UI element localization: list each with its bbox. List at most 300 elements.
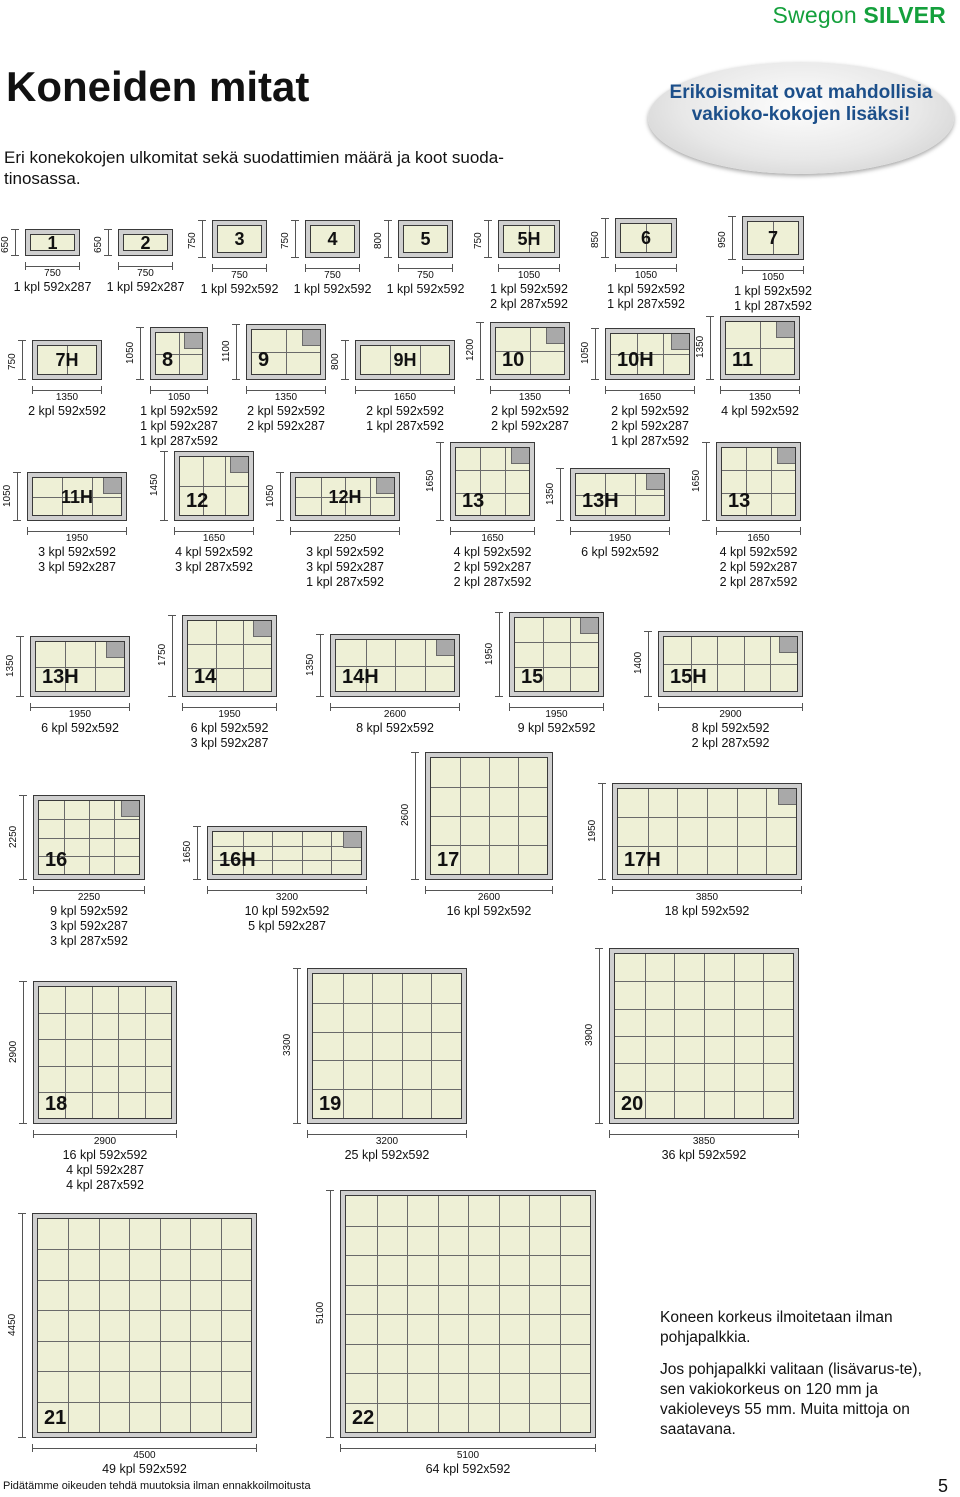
- filter-description: [656, 721, 806, 751]
- filter-line: 3 kpl 592x287: [38, 560, 116, 574]
- width-dimension: [32, 390, 102, 404]
- width-dimension: [30, 707, 130, 721]
- unit-frame: [150, 327, 208, 380]
- height-dimension-label: 4450: [7, 1313, 18, 1336]
- filter-corner-block: [184, 333, 202, 349]
- unit-frame: [509, 612, 604, 697]
- filter-line: 1 kpl 592x592: [293, 282, 372, 296]
- filter-line: 3 kpl 592x287: [306, 560, 384, 574]
- filter-corner-block: [103, 478, 121, 494]
- unit-frame: [25, 229, 80, 256]
- filter-line: 9 kpl 592x592: [517, 721, 596, 735]
- unit-frame: [207, 826, 367, 880]
- filter-divider: [664, 664, 797, 665]
- filter-divider: [331, 832, 332, 874]
- unit-frame: [450, 442, 535, 521]
- filter-divider: [343, 974, 344, 1118]
- filter-description: [70, 1462, 220, 1477]
- width-dimension-label: 750: [44, 268, 61, 279]
- width-dimension-label: 1650: [393, 392, 417, 403]
- filter-grid: [614, 953, 794, 1119]
- filter-divider: [346, 1314, 590, 1315]
- width-dimension: [612, 890, 802, 904]
- filter-line: 2 kpl 592x592: [28, 404, 106, 418]
- unit-frame: [609, 948, 799, 1124]
- filter-divider: [39, 1039, 171, 1040]
- unit-size-label: 12: [186, 490, 209, 512]
- filter-divider: [92, 987, 93, 1118]
- filter-line: 4 kpl 592x287: [66, 1163, 144, 1177]
- filter-grid: [37, 345, 97, 375]
- filter-line: 1 kpl 592x287: [13, 280, 92, 294]
- filter-divider: [213, 846, 361, 847]
- unit-size-label: 5: [420, 229, 431, 249]
- width-dimension-label: 1350: [55, 392, 79, 403]
- filter-grid: [32, 477, 122, 516]
- filter-divider: [390, 346, 391, 374]
- filter-divider: [272, 832, 273, 874]
- width-dimension-label: 2900: [93, 1136, 117, 1147]
- width-dimension-label: 3850: [692, 1136, 716, 1147]
- filter-line: 1 kpl 592x592: [607, 282, 685, 296]
- unit-frame: [246, 324, 326, 380]
- height-dimension-label: 650: [93, 235, 104, 253]
- unit-frame: [605, 328, 695, 380]
- unit-size-label: 4: [327, 229, 338, 249]
- filter-description: [482, 721, 632, 736]
- filter-line: 2 kpl 592x287: [247, 419, 325, 433]
- width-dimension-label: 750: [417, 270, 434, 281]
- filter-grid: [179, 456, 249, 516]
- filter-divider: [771, 448, 772, 515]
- unit-size-label: 12H: [328, 486, 362, 507]
- filter-line: 4 kpl 592x592: [719, 545, 798, 559]
- filter-description: [545, 545, 695, 560]
- height-dimension-line: [140, 327, 141, 380]
- filter-line: 9 kpl 592x592: [50, 904, 128, 918]
- filter-corner-block: [376, 478, 394, 494]
- width-dimension: [605, 390, 695, 404]
- unit-size-label: 21: [44, 1407, 67, 1429]
- filter-corner-block: [777, 448, 795, 464]
- unit-size-label: 8: [162, 349, 174, 371]
- width-dimension: [570, 531, 670, 545]
- filter-line: 2 kpl 592x287: [719, 560, 798, 574]
- filter-divider: [313, 1089, 461, 1090]
- filter-line: 10 kpl 592x592: [244, 904, 330, 918]
- height-dimension-line: [648, 631, 649, 697]
- filter-description: [320, 721, 470, 736]
- width-dimension-label: 3850: [695, 892, 719, 903]
- width-dimension-label: 2600: [477, 892, 501, 903]
- width-dimension: [398, 268, 453, 282]
- height-dimension-label: 3900: [584, 1023, 595, 1046]
- unit-frame: [355, 340, 455, 380]
- filter-divider: [38, 1310, 251, 1311]
- height-dimension-line: [295, 220, 296, 258]
- width-dimension: [509, 707, 604, 721]
- height-dimension-line: [560, 468, 561, 521]
- filter-line: 4 kpl 592x592: [721, 404, 799, 418]
- width-dimension: [25, 266, 80, 280]
- unit-frame: [720, 316, 800, 380]
- width-dimension: [340, 1448, 596, 1462]
- filter-line: 4 kpl 592x592: [453, 545, 532, 559]
- filter-divider: [129, 1219, 130, 1432]
- height-dimension-label: 1750: [157, 643, 168, 666]
- height-dimension-line: [172, 615, 173, 697]
- filter-grid: [610, 333, 690, 375]
- width-dimension-label: 1950: [545, 709, 568, 720]
- height-dimension-label: 1350: [5, 654, 16, 677]
- filter-corner-block: [776, 322, 794, 338]
- width-dimension: [33, 1134, 177, 1148]
- height-dimension-line: [164, 451, 165, 521]
- filter-divider: [766, 789, 767, 874]
- width-dimension: [450, 531, 535, 545]
- filter-divider: [346, 1373, 590, 1374]
- filter-grid: [310, 225, 355, 253]
- width-dimension-label: 1950: [218, 709, 241, 720]
- filter-line: 3 kpl 287x592: [50, 934, 128, 948]
- filter-divider: [722, 470, 795, 471]
- width-dimension-label: 1350: [518, 392, 542, 403]
- width-dimension-label: 1050: [517, 270, 541, 281]
- filter-divider: [346, 1226, 590, 1227]
- width-dimension-label: 4500: [133, 1450, 156, 1461]
- filter-line: 16 kpl 592x592: [446, 904, 532, 918]
- filter-line: 2 kpl 592x592: [611, 404, 689, 418]
- filter-grid: [38, 986, 172, 1119]
- filter-corner-block: [671, 334, 689, 350]
- filter-line: 1 kpl 287x592: [140, 434, 218, 448]
- unit-size-label: 15: [521, 666, 544, 688]
- filter-line: 4 kpl 592x592: [175, 545, 253, 559]
- unit-frame: [490, 322, 570, 380]
- height-dimension-line: [499, 612, 500, 697]
- filter-divider: [570, 618, 571, 691]
- filter-divider: [707, 789, 708, 874]
- height-dimension-label: 1650: [691, 469, 702, 492]
- unit-frame: [658, 631, 803, 697]
- filter-divider: [38, 1371, 251, 1372]
- height-dimension-label: 1200: [465, 338, 476, 361]
- height-dimension-line: [23, 981, 24, 1124]
- unit-size-label: 1: [47, 234, 58, 251]
- filter-divider: [615, 1009, 793, 1010]
- filter-divider: [99, 1219, 100, 1432]
- height-dimension-line: [23, 795, 24, 880]
- filter-description: [632, 904, 782, 919]
- height-dimension-line: [732, 216, 733, 260]
- filter-line: 3 kpl 592x287: [50, 919, 128, 933]
- closing-notes: [660, 1308, 935, 1452]
- unit-frame: [398, 220, 453, 258]
- filter-description: [30, 1148, 180, 1193]
- height-dimension-label: 1450: [149, 473, 160, 496]
- unit-frame: [615, 218, 677, 258]
- filter-grid: [430, 757, 548, 875]
- unit-size-label: 18: [45, 1093, 68, 1115]
- width-dimension-label: 1350: [274, 392, 298, 403]
- filter-description: [312, 1148, 462, 1163]
- unit-size-label: 11H: [60, 486, 94, 507]
- height-dimension-line: [108, 229, 109, 256]
- width-dimension-label: 1350: [748, 392, 772, 403]
- height-dimension-line: [488, 220, 489, 258]
- unit-frame: [27, 472, 127, 521]
- filter-line: 1 kpl 592x287: [106, 280, 185, 294]
- width-dimension: [307, 1134, 467, 1148]
- unit-frame: [290, 472, 400, 521]
- filter-description: [14, 904, 164, 949]
- filter-divider: [302, 832, 303, 874]
- unit-size-label: 11: [732, 349, 754, 371]
- filter-divider: [68, 1219, 69, 1432]
- unit-frame: [742, 216, 804, 260]
- filter-line: 6 kpl 592x592: [41, 721, 119, 735]
- filter-corner-block: [778, 789, 796, 805]
- height-dimension-label: 1650: [182, 840, 193, 863]
- height-dimension-label: 1350: [545, 482, 556, 505]
- intro-text: Eri konekokojen ulkomitat sekä suodattimien määrä ja koot suoda-tinosassa.: [4, 148, 504, 188]
- filter-divider: [677, 789, 678, 874]
- width-dimension: [742, 270, 804, 284]
- filter-grid: [747, 221, 799, 255]
- width-dimension-label: 2250: [77, 892, 101, 903]
- height-dimension-line: [706, 442, 707, 521]
- unit-frame: [174, 451, 254, 521]
- filter-grid: [123, 234, 168, 251]
- height-dimension-label: 1350: [305, 653, 316, 676]
- height-dimension-line: [599, 948, 600, 1124]
- filter-grid: [495, 327, 565, 375]
- filter-grid: [514, 617, 599, 692]
- filter-divider: [346, 1344, 590, 1345]
- filter-line: 1 kpl 592x287: [140, 419, 218, 433]
- filter-corner-block: [230, 457, 248, 473]
- width-dimension: [330, 707, 460, 721]
- filter-line: 2 kpl 287x592: [719, 575, 798, 589]
- height-dimension-label: 1050: [125, 341, 136, 364]
- width-dimension-label: 2250: [333, 533, 357, 544]
- filter-line: 1 kpl 592x592: [386, 282, 465, 296]
- filter-grid: [38, 800, 140, 875]
- width-dimension: [490, 390, 570, 404]
- unit-size-label: 16H: [219, 849, 256, 871]
- width-dimension-label: 3200: [375, 1136, 399, 1147]
- filter-divider: [737, 789, 738, 874]
- height-dimension-line: [345, 340, 346, 380]
- filter-divider: [39, 1066, 171, 1067]
- filter-divider: [346, 1255, 590, 1256]
- filter-corner-block: [343, 832, 361, 848]
- unit-frame: [612, 783, 802, 880]
- height-dimension-label: 800: [373, 232, 384, 249]
- width-dimension-label: 1950: [65, 533, 89, 544]
- filter-grid: [335, 639, 455, 692]
- filter-divider: [38, 1249, 251, 1250]
- unit-size-label: 14: [194, 666, 217, 688]
- unit-frame: [33, 795, 145, 880]
- height-dimension-label: 1350: [695, 335, 706, 358]
- filter-grid: [37, 1218, 252, 1433]
- height-dimension-label: 1400: [633, 651, 644, 674]
- width-dimension: [716, 531, 801, 545]
- filter-divider: [615, 1063, 793, 1064]
- filter-line: 8 kpl 592x592: [356, 721, 434, 735]
- unit-size-label: 10H: [617, 349, 654, 371]
- filter-line: 1 kpl 592x592: [490, 282, 568, 296]
- filter-corner-block: [436, 640, 454, 656]
- width-dimension-label: 2600: [383, 709, 407, 720]
- filter-grid: [345, 1195, 591, 1433]
- height-dimension-line: [595, 328, 596, 380]
- filter-grid: [30, 234, 75, 251]
- unit-frame: [330, 634, 460, 697]
- unit-frame: [570, 468, 670, 521]
- unit-size-label: 2: [140, 234, 151, 251]
- filter-line: 2 kpl 287x592: [691, 736, 770, 750]
- height-dimension-line: [480, 322, 481, 380]
- height-dimension-label: 750: [187, 232, 198, 249]
- filter-line: 1 kpl 592x592: [734, 284, 812, 298]
- height-dimension-label: 750: [7, 353, 18, 370]
- unit-size-label: 13H: [42, 666, 79, 688]
- height-dimension-label: 1100: [221, 340, 232, 362]
- height-dimension-label: 1950: [484, 642, 495, 665]
- filter-divider: [38, 1341, 251, 1342]
- filter-corner-block: [646, 474, 664, 490]
- width-dimension: [355, 390, 455, 404]
- filter-description: [684, 545, 834, 590]
- height-dimension-label: 750: [473, 232, 484, 249]
- filter-divider: [118, 987, 119, 1118]
- width-dimension: [290, 531, 400, 545]
- unit-size-label: 17H: [624, 849, 661, 871]
- height-dimension-label: 5100: [315, 1301, 326, 1324]
- height-dimension-line: [22, 340, 23, 380]
- filter-grid: [251, 329, 321, 375]
- filter-description: [139, 545, 289, 575]
- height-dimension-label: 850: [590, 231, 601, 248]
- width-dimension-label: 1650: [202, 533, 226, 544]
- unit-size-label: 16: [45, 849, 68, 871]
- filter-corner-block: [511, 448, 529, 464]
- width-dimension: [615, 268, 677, 282]
- filter-line: 1 kpl 592x592: [200, 282, 279, 296]
- filter-divider: [160, 1219, 161, 1432]
- width-dimension: [33, 890, 145, 904]
- filter-divider: [431, 816, 547, 817]
- unit-size-label: 9H: [393, 350, 417, 370]
- height-dimension-label: 1050: [580, 341, 591, 364]
- filter-grid: [360, 345, 450, 375]
- filter-corner-block: [121, 801, 139, 817]
- filter-divider: [615, 981, 793, 982]
- height-dimension-line: [22, 1213, 23, 1438]
- width-dimension-label: 1050: [634, 270, 658, 281]
- height-dimension-line: [330, 1190, 331, 1438]
- filter-description: [5, 721, 155, 736]
- filter-divider: [372, 974, 373, 1118]
- filter-description: [393, 1462, 543, 1477]
- unit-size-label: 7: [767, 228, 779, 248]
- height-dimension-label: 650: [0, 235, 11, 253]
- filter-line: 3 kpl 592x592: [306, 545, 384, 559]
- height-dimension-label: 950: [717, 231, 728, 248]
- filter-grid: [187, 620, 272, 692]
- height-dimension-line: [605, 218, 606, 258]
- unit-size-label: 13H: [582, 490, 619, 512]
- filter-grid: [663, 636, 798, 692]
- height-dimension-line: [15, 229, 16, 256]
- width-dimension-label: 2900: [719, 709, 742, 720]
- unit-frame: [33, 981, 177, 1124]
- filter-line: 2 kpl 592x287: [611, 419, 689, 433]
- page-title: Koneiden mitat: [6, 63, 310, 110]
- filter-divider: [145, 987, 146, 1118]
- filter-grid: [620, 223, 672, 253]
- filter-description: [2, 545, 152, 575]
- unit-size-label: 7H: [55, 350, 79, 370]
- filter-divider: [243, 621, 244, 691]
- filter-divider: [39, 838, 139, 839]
- filter-divider: [313, 1060, 461, 1061]
- filter-divider: [190, 1219, 191, 1432]
- brand-logo: Swegon SILVER: [772, 2, 946, 28]
- width-dimension: [150, 390, 208, 404]
- filter-grid: [312, 973, 462, 1119]
- width-dimension-label: 1950: [68, 709, 92, 720]
- filter-grid: [403, 225, 448, 253]
- closing-paragraph-2: Jos pohjapalkki valitaan (lisävarus-te), sen vakiokorkeus on 120 mm ja vakioleveys 55 mm. Muita mittoja on saatavana.: [660, 1361, 922, 1438]
- filter-divider: [180, 486, 248, 487]
- unit-size-label: 13: [728, 490, 751, 512]
- unit-size-label: 3: [234, 229, 245, 249]
- filter-grid: [217, 225, 262, 253]
- filter-corner-block: [106, 642, 124, 658]
- unit-frame: [212, 220, 267, 258]
- width-dimension: [425, 890, 553, 904]
- filter-line: 1 kpl 287x592: [607, 297, 685, 311]
- filter-grid: [295, 477, 395, 516]
- filter-grid: [617, 788, 797, 875]
- unit-frame: [305, 220, 360, 258]
- filter-description: [212, 904, 362, 934]
- unit-size-label: 14H: [342, 666, 379, 688]
- filter-grid: [155, 332, 203, 375]
- unit-size-label: 10: [502, 349, 525, 371]
- width-dimension: [658, 707, 803, 721]
- height-dimension-line: [197, 826, 198, 880]
- filter-description: [685, 404, 835, 419]
- filter-divider: [618, 817, 796, 818]
- filter-grid: [212, 831, 362, 875]
- width-dimension: [32, 1448, 257, 1462]
- filter-corner-block: [779, 637, 797, 653]
- filter-description: [270, 545, 420, 590]
- footer-note: Pidätämme oikeuden tehdä muutoksia ilman ennakkoilmoitusta: [3, 1480, 311, 1492]
- filter-divider: [188, 644, 271, 645]
- filter-description: [155, 721, 305, 751]
- filter-grid: [455, 447, 530, 516]
- filter-line: 8 kpl 592x592: [691, 721, 770, 735]
- filter-corner-block: [302, 330, 320, 346]
- filter-divider: [402, 974, 403, 1118]
- width-dimension: [498, 268, 560, 282]
- unit-frame: [307, 968, 467, 1124]
